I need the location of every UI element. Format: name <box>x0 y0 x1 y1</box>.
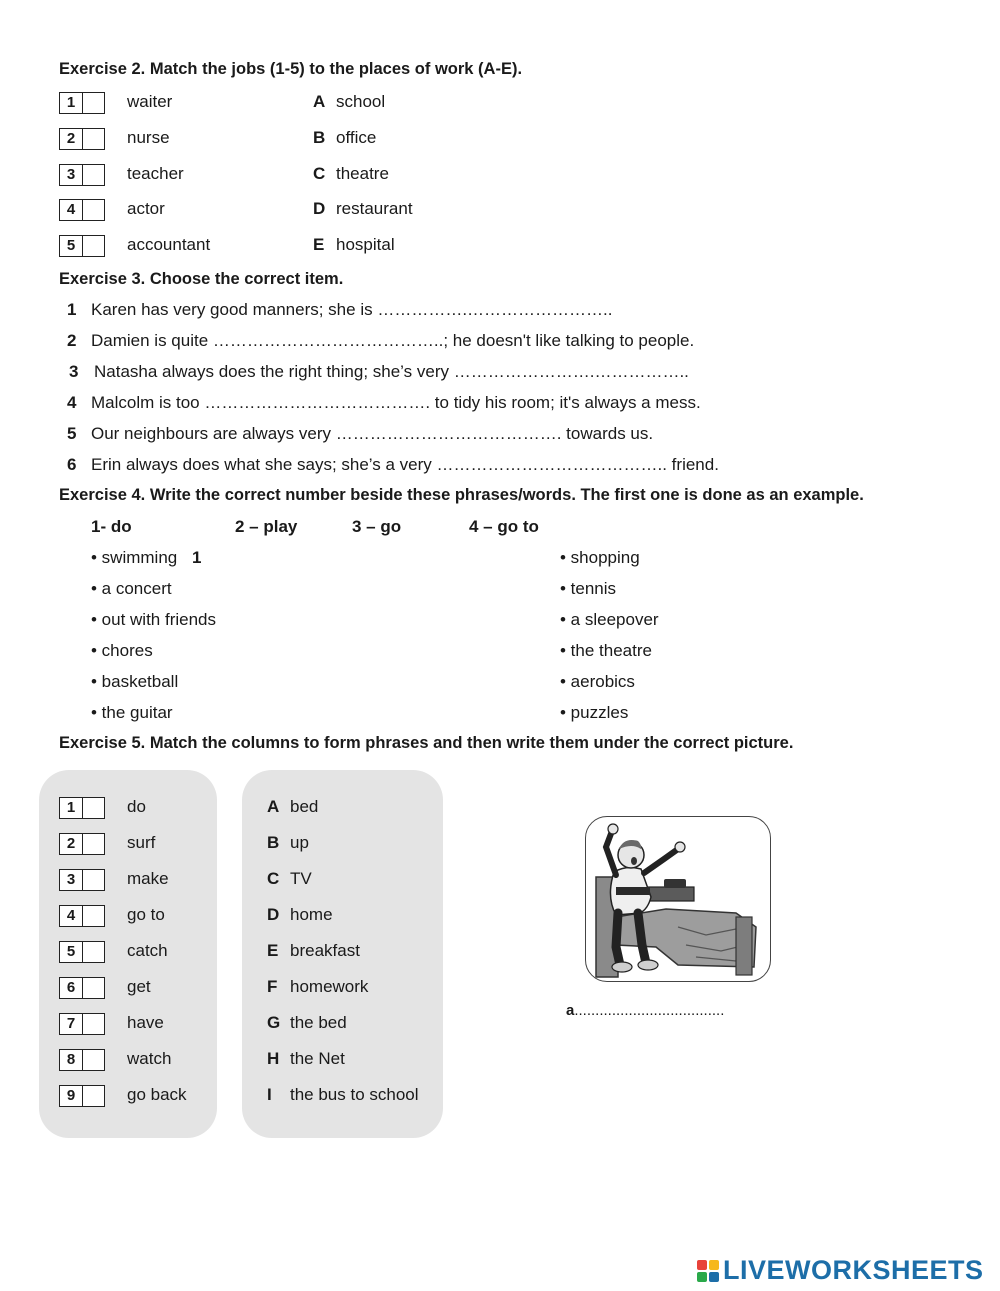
item-number: 6 <box>67 455 77 474</box>
logo-text: LIVEWORKSHEETS <box>723 1255 984 1285</box>
phrase-left[interactable]: • chores <box>91 641 153 660</box>
phrase-right[interactable]: • the theatre <box>560 641 652 660</box>
job-answer-box[interactable] <box>59 199 105 221</box>
noun-letter: B <box>267 833 280 852</box>
answer-number: 3 <box>60 870 83 890</box>
answer-number: 1 <box>60 798 83 818</box>
phrase-left[interactable]: • swimming <box>91 548 178 567</box>
answer-number: 5 <box>60 942 83 962</box>
verb-label: watch <box>127 1049 172 1068</box>
exercise-4-heading: Exercise 4. Write the correct number beside these phrases/words. The first one is done as an example. <box>59 486 864 504</box>
item-number: 1 <box>67 300 77 319</box>
item-number: 3 <box>69 362 79 381</box>
verb-answer-box[interactable] <box>59 905 105 927</box>
phrase-left[interactable]: • basketball <box>91 672 179 691</box>
place-label: restaurant <box>336 199 413 219</box>
exercise-5-heading: Exercise 5. Match the columns to form phrases and then write them under the correct picture. <box>59 734 794 752</box>
answer-number: 4 <box>60 200 83 220</box>
answer-number: 4 <box>60 906 83 926</box>
answer-slot[interactable] <box>83 942 104 962</box>
exercise-2-heading: Exercise 2. Match the jobs (1-5) to the places of work (A-E). <box>59 60 523 78</box>
phrase-left[interactable]: • the guitar <box>91 703 173 722</box>
place-letter: C <box>313 163 326 183</box>
job-answer-box[interactable] <box>59 164 105 186</box>
verb-answer-box[interactable] <box>59 977 105 999</box>
noun-letter: D <box>267 905 280 924</box>
job-label: accountant <box>127 235 211 255</box>
item-sentence[interactable]: Our neighbours are always very …………………………………. towards us. <box>91 424 654 443</box>
job-answer-box[interactable] <box>59 235 105 257</box>
phrase-left[interactable]: • a concert <box>91 579 172 598</box>
noun-label: homework <box>290 977 369 996</box>
verb-label: make <box>127 869 169 888</box>
place-label: theatre <box>336 163 389 183</box>
picture-label: a <box>566 1002 575 1019</box>
key-go-to: 4 – go to <box>469 517 539 536</box>
phrase-left[interactable]: • out with friends <box>91 610 217 629</box>
answer-number: 1 <box>60 93 83 113</box>
phrase-right[interactable]: • shopping <box>560 548 640 567</box>
job-label: waiter <box>127 92 173 111</box>
answer-number: 9 <box>60 1086 83 1106</box>
answer-number: 8 <box>60 1050 83 1070</box>
place-letter: B <box>313 127 326 147</box>
noun-letter: G <box>267 1013 281 1032</box>
verb-label: surf <box>127 833 156 852</box>
place-label: school <box>336 92 386 111</box>
key-do: 1- do <box>91 517 132 536</box>
noun-letter: H <box>267 1049 280 1068</box>
item-sentence[interactable]: Erin always does what she says; she’s a very ………………………………….. friend. <box>91 455 719 474</box>
phrase-right[interactable]: • aerobics <box>560 672 635 691</box>
key-play: 2 – play <box>235 517 298 536</box>
liveworksheets-logo <box>697 1255 984 1286</box>
verb-label: do <box>127 797 146 816</box>
item-sentence[interactable]: Malcolm is too …………………………………. to tidy his room; it's always a mess. <box>91 393 701 412</box>
noun-letter: A <box>267 797 280 816</box>
job-label: actor <box>127 199 165 219</box>
place-letter: D <box>313 199 326 219</box>
verb-answer-box[interactable] <box>59 1013 105 1035</box>
logo-squares-icon <box>697 1260 719 1282</box>
answer-slot[interactable] <box>83 1086 104 1106</box>
answer-slot[interactable] <box>83 165 104 185</box>
item-sentence[interactable]: Damien is quite …………………………………..; he doesn't like talking to people. <box>91 331 695 350</box>
noun-letter: F <box>267 977 278 996</box>
noun-letter: I <box>267 1085 272 1104</box>
verb-answer-box[interactable] <box>59 797 105 819</box>
exercise-3-heading: Exercise 3. Choose the correct item. <box>59 270 344 288</box>
answer-slot[interactable] <box>83 1014 104 1034</box>
noun-label: the bus to school <box>290 1085 419 1104</box>
noun-label: bed <box>290 797 319 816</box>
job-label: teacher <box>127 163 184 183</box>
place-label: hospital <box>336 235 395 255</box>
job-answer-box[interactable] <box>59 128 105 150</box>
noun-label: up <box>290 833 309 852</box>
phrase-right[interactable]: • puzzles <box>560 703 629 722</box>
item-sentence[interactable]: Karen has very good manners; she is …………….…………………….. <box>91 300 613 319</box>
place-letter: A <box>313 92 326 111</box>
noun-label: home <box>290 905 333 924</box>
noun-label: the Net <box>290 1049 345 1068</box>
verb-label: get <box>127 977 151 996</box>
noun-letter: E <box>267 941 279 960</box>
item-number: 4 <box>67 393 77 412</box>
phrase-right[interactable]: • tennis <box>560 579 617 598</box>
answer-number: 2 <box>60 834 83 854</box>
answer-slot[interactable] <box>83 200 104 220</box>
verb-label: have <box>127 1013 164 1032</box>
noun-letter: C <box>267 869 280 888</box>
answer-slot[interactable] <box>83 129 104 149</box>
phrase-right[interactable]: • a sleepover <box>560 610 659 629</box>
job-label: nurse <box>127 127 170 147</box>
boy-waking-up-icon <box>586 817 770 981</box>
key-go: 3 – go <box>352 517 402 536</box>
answer-slot[interactable] <box>83 870 104 890</box>
answer-slot[interactable] <box>83 236 104 256</box>
answer-slot[interactable] <box>83 93 104 113</box>
item-number: 5 <box>67 424 77 443</box>
verb-answer-box[interactable] <box>59 833 105 855</box>
answer-slot[interactable] <box>83 798 104 818</box>
example-answer: 1 <box>192 548 202 567</box>
answer-number: 5 <box>60 236 83 256</box>
answer-number: 6 <box>60 978 83 998</box>
noun-label: breakfast <box>290 941 360 960</box>
answer-slot[interactable] <box>83 834 104 854</box>
job-answer-box[interactable] <box>59 92 105 114</box>
place-label: office <box>336 127 377 147</box>
item-sentence[interactable]: Natasha always does the right thing; she’s very …………………….…………….. <box>94 362 689 381</box>
answer-slot[interactable] <box>83 1050 104 1070</box>
item-number: 2 <box>67 331 77 350</box>
verb-label: go to <box>127 905 165 924</box>
verb-answer-box[interactable] <box>59 1085 105 1107</box>
noun-label: the bed <box>290 1013 347 1032</box>
verb-answer-box[interactable] <box>59 869 105 891</box>
verb-answer-box[interactable] <box>59 941 105 963</box>
answer-number: 2 <box>60 129 83 149</box>
answer-number: 3 <box>60 165 83 185</box>
verb-answer-box[interactable] <box>59 1049 105 1071</box>
picture-dotted-line: .................................... <box>574 1002 725 1019</box>
answer-slot[interactable] <box>83 978 104 998</box>
picture-answer-line[interactable] <box>566 1002 724 1019</box>
answer-slot[interactable] <box>83 906 104 926</box>
place-letter: E <box>313 235 325 255</box>
answer-number: 7 <box>60 1014 83 1034</box>
boy-waking-up-picture <box>585 816 771 982</box>
noun-label: TV <box>290 869 312 888</box>
verb-label: go back <box>127 1085 187 1104</box>
verb-label: catch <box>127 941 168 960</box>
